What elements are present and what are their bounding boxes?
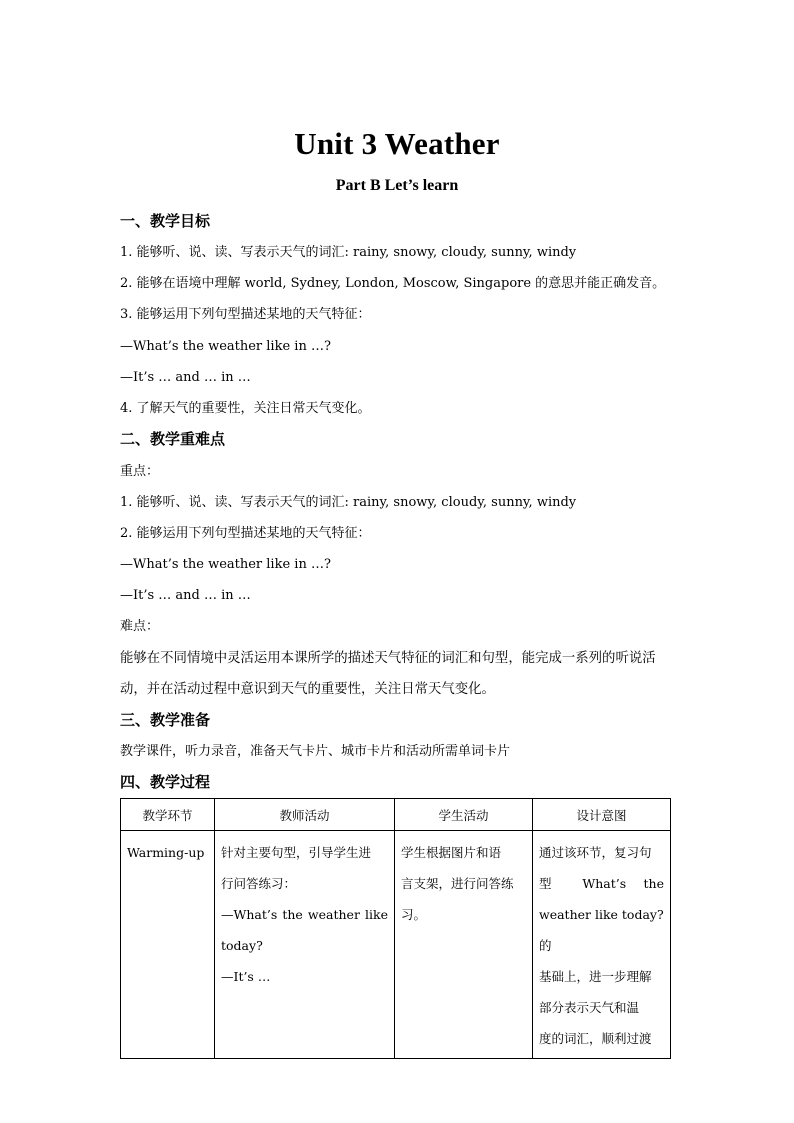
design-intent-line: 通过该环节，复习句: [539, 845, 652, 860]
document-title: Unit 3 Weather: [294, 126, 500, 161]
teacher-activity-line: today?: [221, 938, 263, 953]
section-heading-procedure: 四、教学过程: [120, 773, 211, 791]
teacher-activity-line: 行问答练习：: [221, 876, 297, 891]
objective-item-3: 3. 能够运用下列句型描述某地的天气特征：: [120, 307, 371, 322]
sentence-pattern-answer: —It’s … and … in …: [120, 370, 251, 385]
teacher-activity-line: —What’s the weather like: [221, 907, 388, 922]
key-point-1: 1. 能够听、说、读、写表示天气的词汇: rainy, snowy, cloudy, sunny, windy: [120, 495, 577, 510]
student-activity-line: 言支架，进行问答练: [401, 876, 514, 891]
key-points-label: 重点：: [120, 464, 160, 479]
design-intent-cell: [533, 831, 671, 1059]
table-header-cell: 设计意图: [533, 799, 671, 831]
section-heading-key-points: 二、教学重难点: [120, 430, 226, 448]
stage-text: Warming-up: [127, 845, 205, 860]
key-sentence-answer: —It’s … and … in …: [120, 588, 251, 603]
sentence-pattern-question: —What’s the weather like in …?: [120, 339, 331, 354]
table-header-cell: 学生活动: [395, 799, 533, 831]
table-header-cell: 教学环节: [121, 799, 215, 831]
student-activity-line: 习。: [401, 907, 427, 922]
table-row: [121, 831, 671, 1059]
teacher-activity-line: 针对主要句型，引导学生进: [221, 845, 372, 860]
teacher-activity-line: —It’s …: [221, 969, 271, 984]
section-heading-preparation: 三、教学准备: [120, 711, 211, 729]
teacher-activity-cell: [215, 831, 395, 1059]
objective-item-4: 4. 了解天气的重要性，关注日常天气变化。: [120, 401, 371, 416]
key-point-2: 2. 能够运用下列句型描述某地的天气特征：: [120, 526, 371, 541]
design-intent-line: weather like today?的: [539, 907, 664, 953]
preparation-text: 教学课件，听力录音，准备天气卡片、城市卡片和活动所需单词卡片: [120, 744, 511, 759]
objective-item-1: 1. 能够听、说、读、写表示天气的词汇: rainy, snowy, cloudy, sunny, windy: [120, 245, 577, 260]
table-header-cell: 教师活动: [215, 799, 395, 831]
document-subtitle: Part B Let’s learn: [335, 177, 459, 194]
table-header-row: [121, 799, 671, 831]
key-sentence-question: —What’s the weather like in …?: [120, 557, 331, 572]
stage-cell: [121, 831, 215, 1059]
difficult-points-label: 难点：: [120, 619, 160, 634]
design-intent-line: 部分表示天气和温: [539, 1000, 640, 1015]
design-intent-line: 度的词汇，顺利过渡: [539, 1031, 652, 1046]
student-activity-line: 学生根据图片和语: [401, 845, 502, 860]
procedure-table: [120, 798, 671, 1059]
design-intent-line: 基础上，进一步理解: [539, 969, 652, 984]
student-activity-cell: [395, 831, 533, 1059]
objective-item-2: 2. 能够在语境中理解 world, Sydney, London, Moscow, Singapore 的意思并能正确发音。: [120, 276, 666, 291]
section-heading-objectives: 一、教学目标: [120, 212, 211, 230]
difficult-points-text: 能够在不同情境中灵活运用本课所学的描述天气特征的词汇和句型，能完成一系列的听说活动，并在活动过程中意识到天气的重要性，关注日常天气变化。: [120, 651, 656, 697]
design-intent-line: 型 What’s the: [539, 876, 664, 891]
